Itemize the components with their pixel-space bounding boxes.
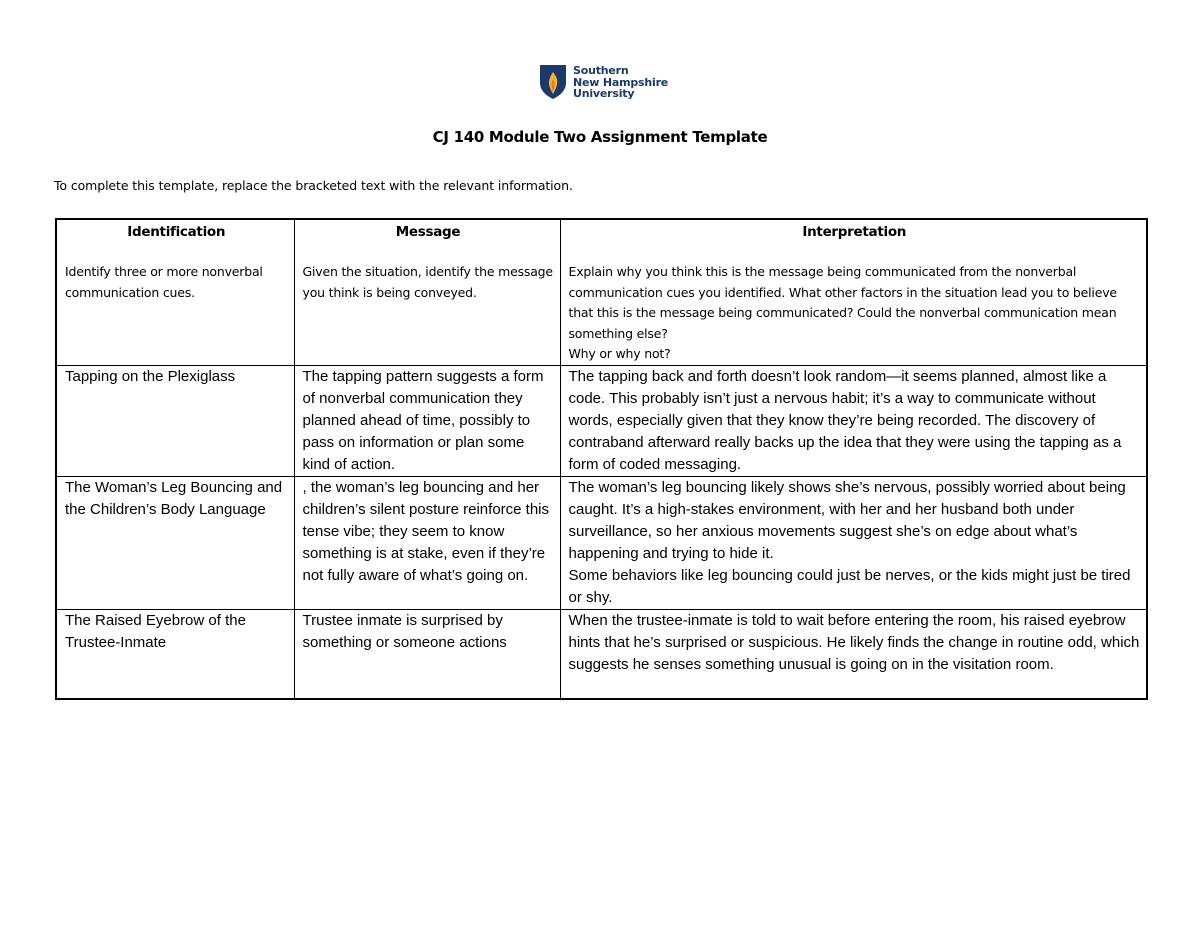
table-row <box>56 476 1147 609</box>
cell-identification: The Woman’s Leg Bouncing and the Children’s Body Language <box>56 476 294 609</box>
header-description: Identify three or more nonverbal communication cues. <box>65 264 263 300</box>
cell-identification: The Raised Eyebrow of the Trustee-Inmate <box>56 609 294 699</box>
cell-message: , the woman’s leg bouncing and her children’s silent posture reinforce this tense vibe; they seem to know something is at stake, even if they’re not fully aware of what’s going on. <box>294 476 560 609</box>
header-title: Identification <box>127 224 226 240</box>
flame-shield-icon <box>539 64 567 100</box>
assignment-table <box>55 218 1148 700</box>
logo-line-1: Southern <box>573 64 629 77</box>
header-description: Explain why you think this is the message being communicated from the nonverbal communication cues you identified. What other factors in the situation lead you to believe that this is the message being communicated? Could the nonverbal communication mean something else? <box>568 264 1117 341</box>
table-row <box>56 609 1147 699</box>
cell-interpretation: When the trustee-inmate is told to wait before entering the room, his raised eyebrow hints that he’s surprised or suspicious. He likely finds the change in routine odd, which suggests he senses something unusual is going on in the visitation room. <box>560 609 1147 699</box>
header-description-2: Why or why not? <box>568 346 671 361</box>
header-title: Message <box>395 224 461 240</box>
logo-line-3: University <box>573 87 635 100</box>
cell-message: The tapping pattern suggests a form of nonverbal communication they planned ahead of time, possibly to pass on information or plan some kind of action. <box>294 365 560 476</box>
cell-identification: Tapping on the Plexiglass <box>56 365 294 476</box>
cell-message: Trustee inmate is surprised by something or someone actions <box>294 609 560 699</box>
snhu-logo <box>539 64 668 100</box>
table-header-row <box>56 219 1147 365</box>
cell-interpretation: The tapping back and forth doesn’t look random—it seems planned, almost like a code. This probably isn’t just a nervous habit; it’s a way to communicate without words, especially given that they know they’re being recorded. The discovery of contraband afterward really backs up the idea that they were using the tapping as a form of coded messaging. <box>560 365 1147 476</box>
header-description: Given the situation, identify the message you think is being conveyed. <box>302 264 553 300</box>
header-title: Interpretation <box>802 224 907 240</box>
logo-wordmark <box>573 65 668 100</box>
cell-interpretation <box>560 476 1147 609</box>
table-row <box>56 365 1147 476</box>
document-title: CJ 140 Module Two Assignment Template <box>432 128 768 146</box>
interpretation-paragraph-2: Some behaviors like leg bouncing could just be nerves, or the kids might just be tired or shy. <box>568 566 1131 606</box>
template-instruction: To complete this template, replace the bracketed text with the relevant information. <box>54 178 573 193</box>
header-interpretation <box>560 219 1147 365</box>
interpretation-paragraph: The woman’s leg bouncing likely shows she’s nervous, possibly worried about being caught. It’s a high-stakes environment, with her and her husband both under surveillance, so her anxious movements suggest she’s on edge about what’s happening and trying to hide it. <box>568 478 1126 562</box>
logo-line-2: New Hampshire <box>573 75 669 89</box>
header-identification <box>56 219 294 365</box>
header-message <box>294 219 560 365</box>
